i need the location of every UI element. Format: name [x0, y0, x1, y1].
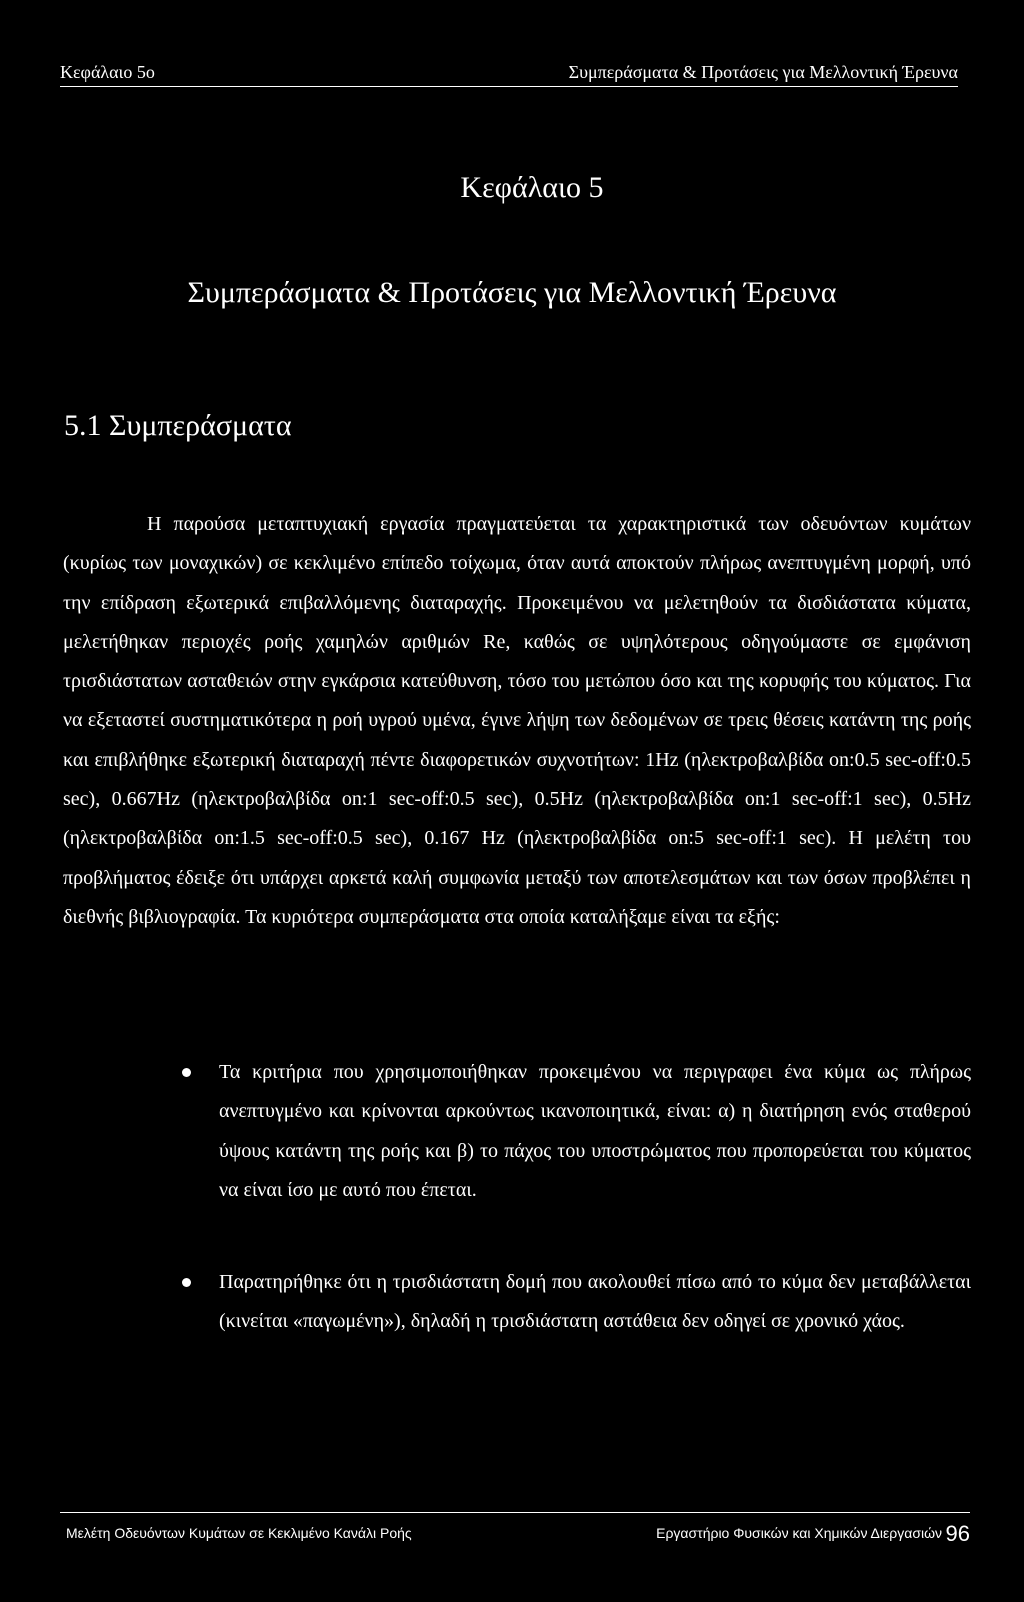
chapter-title: Συμπεράσματα & Προτάσεις για Μελλοντική Έρευνα [187, 276, 837, 309]
list-item [0, 1263, 971, 1342]
list-item-text: Τα κριτήρια που χρησιμοποιήθηκαν προκειμένου να περιγραφει ένα κύμα ως πλήρως ανεπτυγμένο και κρίνονται αρκούντως ικανοποιητικά, είναι: α) η διατήρηση ενός σταθερού ύψους κατάντη της ροής και β) το πάχος του υποστρώματος που προπορεύεται του κύματος να είναι ίσο με αυτό που έπεται. [219, 1061, 971, 1201]
running-header [60, 62, 958, 87]
page-number: 96 [945, 1521, 970, 1546]
running-footer [60, 1512, 970, 1553]
list-item-text: Παρατηρήθηκε ότι η τρισδιάστατη δομή που ακολουθεί πίσω από το κύμα δεν μεταβάλλεται (κινείται «παγωμένη»), δηλαδή η τρισδιάστατη αστάθεια δεν οδηγεί σε χρονικό χάος. [219, 1271, 971, 1333]
bullet-icon [182, 1068, 191, 1077]
footer-lab-name: Εργαστήριο Φυσικών και Χημικών Διεργασιών [656, 1525, 942, 1541]
footer-thesis-title: Μελέτη Οδευόντων Κυμάτων σε Κεκλιμένο Κανάλι Ροής [66, 1525, 412, 1541]
chapter-label: Κεφάλαιο 5 [460, 171, 604, 204]
list-item [0, 1053, 971, 1210]
bullet-icon [182, 1278, 191, 1287]
header-chapter-title: Συμπεράσματα & Προτάσεις για Μελλοντική Έρευνα [568, 62, 958, 82]
header-chapter-label: Κεφάλαιο 5ο [60, 62, 155, 82]
conclusions-list [0, 1053, 1024, 1395]
section-heading: 5.1 Συμπεράσματα [64, 409, 292, 442]
body-paragraph: Η παρούσα μεταπτυχιακή εργασία πραγματεύεται τα χαρακτηριστικά των οδευόντων κυμάτων (κυρίως των μοναχικών) σε κεκλιμένο επίπεδο τοίχωμα, όταν αυτά αποκτούν πλήρως ανεπτυγμένη μορφή, υπό την επίδραση εξωτερικά επιβαλλόμενης διαταραχής. Προκειμένου να μελετηθούν τα δισδιάστατα κύματα, μελετήθηκαν περιοχές ροής χαμηλών αριθμών Re, καθώς σε υψηλότερους οδηγούμαστε σε εμφάνιση τρισδιάστατων ασταθειών στην εγκάρσια κατεύθυνση, τόσο του μετώπου όσο και της κορυφής του κύματος. Για να εξεταστεί συστηματικότερα η ροή υγρού υμένα, έγινε λήψη των δεδομένων σε τρεις θέσεις κατάντη της ροής και επιβλήθηκε εξωτερική διαταραχή πέντε διαφορετικών συχνοτήτων: 1Hz (ηλεκτροβαλβίδα on:0.5 sec-off:0.5 sec), 0.667Hz (ηλεκτροβαλβίδα on:1 sec-off:0.5 sec), 0.5Hz (ηλεκτροβαλβίδα on:1 sec-off:1 sec), 0.5Hz (ηλεκτροβαλβίδα on:1.5 sec-off:0.5 sec), 0.167 Hz (ηλεκτροβαλβίδα on:5 sec-off:1 sec). Η μελέτη του προβλήματος έδειξε ότι υπάρχει αρκετά καλή συμφωνία μεταξύ των αποτελεσμάτων και των όσων προβλέπει η διεθνής βιβλιογραφία. Τα κυριότερα συμπεράσματα στα οποία καταλήξαμε είναι τα εξής: [63, 513, 971, 928]
